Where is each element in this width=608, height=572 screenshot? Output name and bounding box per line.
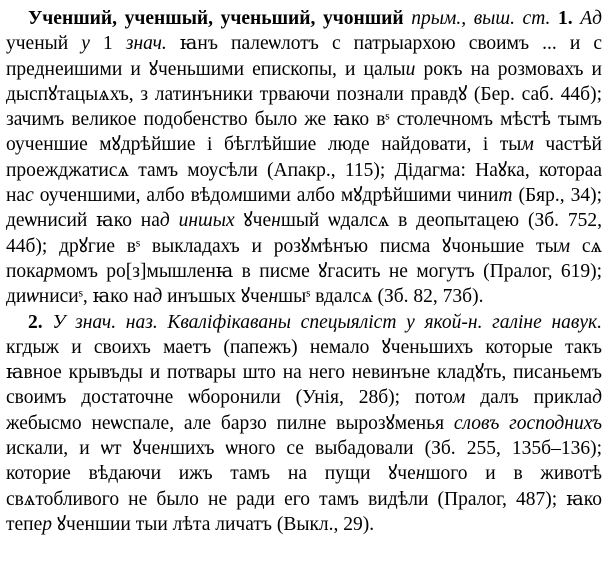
sense-1-text-2: 1 — [89, 33, 126, 55]
sense-1-italic-2: у — [81, 33, 90, 55]
sense-1-text-8: (Бяр., 34); деѡнисий ꙗко на — [6, 185, 602, 232]
sense-1-text-15: шыˢ вдалсѧ (Зб. 82, 73б). — [278, 286, 484, 308]
sense-1-italic-12: р — [44, 260, 54, 282]
sense-1-italic-14: д — [152, 286, 163, 308]
sense-1-italic-13: ѡ — [26, 286, 39, 308]
sense-1-number: 1. — [558, 8, 573, 29]
sense-1-italic-8: т — [498, 185, 513, 207]
sense-2-italic-1: м — [452, 387, 466, 409]
sense-1-italic-9: д иншых — [159, 210, 235, 232]
sense-1-text-12: момъ ро[з]мышленꙗ в писме ꙋгасить не могутъ (Пралог, 619); ди — [6, 260, 602, 308]
sense-2-text-1: кгдыж и своихъ маетъ (папежъ) немало ꙋченьшихъ которые такъ ꙗвное крывъды и потвары што на него невинъне кладꙋть, писаньемъ своимъ достаточне ѡборонили (Унія, 28б); пото — [6, 336, 602, 409]
sense-2-text-4: искали, и ѡт ꙋче — [6, 438, 161, 460]
sense-1-text-1: ученый — [6, 33, 82, 55]
sense-2-italic-4: н — [160, 438, 170, 460]
entry-sense-2-paragraph — [6, 310, 602, 538]
sense-2-italic-3: словъ господнихъ — [453, 412, 603, 434]
sense-1-text-7: шими албо мꙋдрѣйшими чини — [242, 185, 499, 207]
sense-1-text-3: ꙗнъ палеѡлотъ с патрыархою своимъ ... и с преднеишими и ꙋченьшими епископы, и цалы — [6, 33, 603, 80]
sense-1-text-4: рокъ на розмовахъ и дыспꙋтацыѧхъ, з латинъники трваючи познали правдꙋ (Бер. саб. 44б); зачимъ великое подобенство было же ꙗко вˢ столечномъ мѣстѣ тымъ оученшие мꙋдрѣйшие і бѣглѣйшие люде найдовати, і ты — [6, 58, 602, 156]
sense-1-text-13: нисиˢ, ꙗко на — [38, 286, 153, 308]
sense-1-text-11: сѧ пока — [6, 235, 602, 282]
sense-1-italic-11: м — [557, 235, 571, 257]
sense-2-text-6: шого и в животѣ свѧтобливого не было не ради его тамъ видѣли (Пралог, 487); ꙗко тепе — [6, 463, 602, 535]
sense-1-text-5: частѣй проежджатисѧ тамъ моусѣли (Апакр., 115); Дідагма: Наꙋка, котораа на — [6, 134, 602, 207]
sense-1-italic-5: м — [521, 134, 534, 156]
sense-1-text-14: инъшых ꙋче — [162, 286, 269, 308]
sense-2-number: 2. — [28, 311, 43, 333]
entry-sense-1-paragraph — [6, 6, 602, 310]
sense-1-text-9: ꙋче — [234, 210, 272, 232]
sense-1-italic-1: Ад — [580, 8, 603, 29]
sense-2-italic-5: н — [415, 463, 426, 485]
sense-2-text-3: жебысмо неѡспале, але барзо пилне вырозꙋменья — [6, 412, 445, 434]
sense-1-italic-10: н — [271, 210, 281, 232]
sense-2-text-7: ꙋченшии тыи лѣта личатъ (Выкл., 29). — [52, 513, 375, 535]
sense-2-italic-6: р — [42, 513, 53, 535]
sense-2-text-5: шихъ ѡного се выбадовали (Зб. 255, 135б–136); которие вѣдаючи ижъ тамъ на пущи ꙋче — [6, 438, 602, 485]
sense-2-text-2: далъ прикла — [465, 387, 593, 409]
sense-1-italic-15: н — [268, 286, 279, 308]
sense-2-definition: У знач. наз. Кваліфікаваны спецыяліст у якой-н. галіне навук. — [52, 311, 602, 333]
sense-1-italic-7: м — [230, 185, 243, 207]
sense-1-italic-6: с — [25, 185, 34, 207]
sense-1-italic-3: знач. — [125, 33, 167, 55]
sense-2-italic-2: д — [592, 387, 603, 409]
grammar-label: прым., выш. ст. — [411, 8, 551, 29]
sense-1-italic-4: и — [405, 58, 416, 80]
sense-1-text-10: шый ѡдалсѧ в деопытацею (Зб. 752, 44б); дрꙋгие вˢ выкладахъ и розꙋмѣнъю писма ꙋчоньшие ты — [6, 210, 602, 257]
headword: Ученший, ученшый, ученьший, учонший — [28, 8, 404, 29]
sense-1-text-6: оученшими, албо вѣдо — [33, 185, 231, 207]
